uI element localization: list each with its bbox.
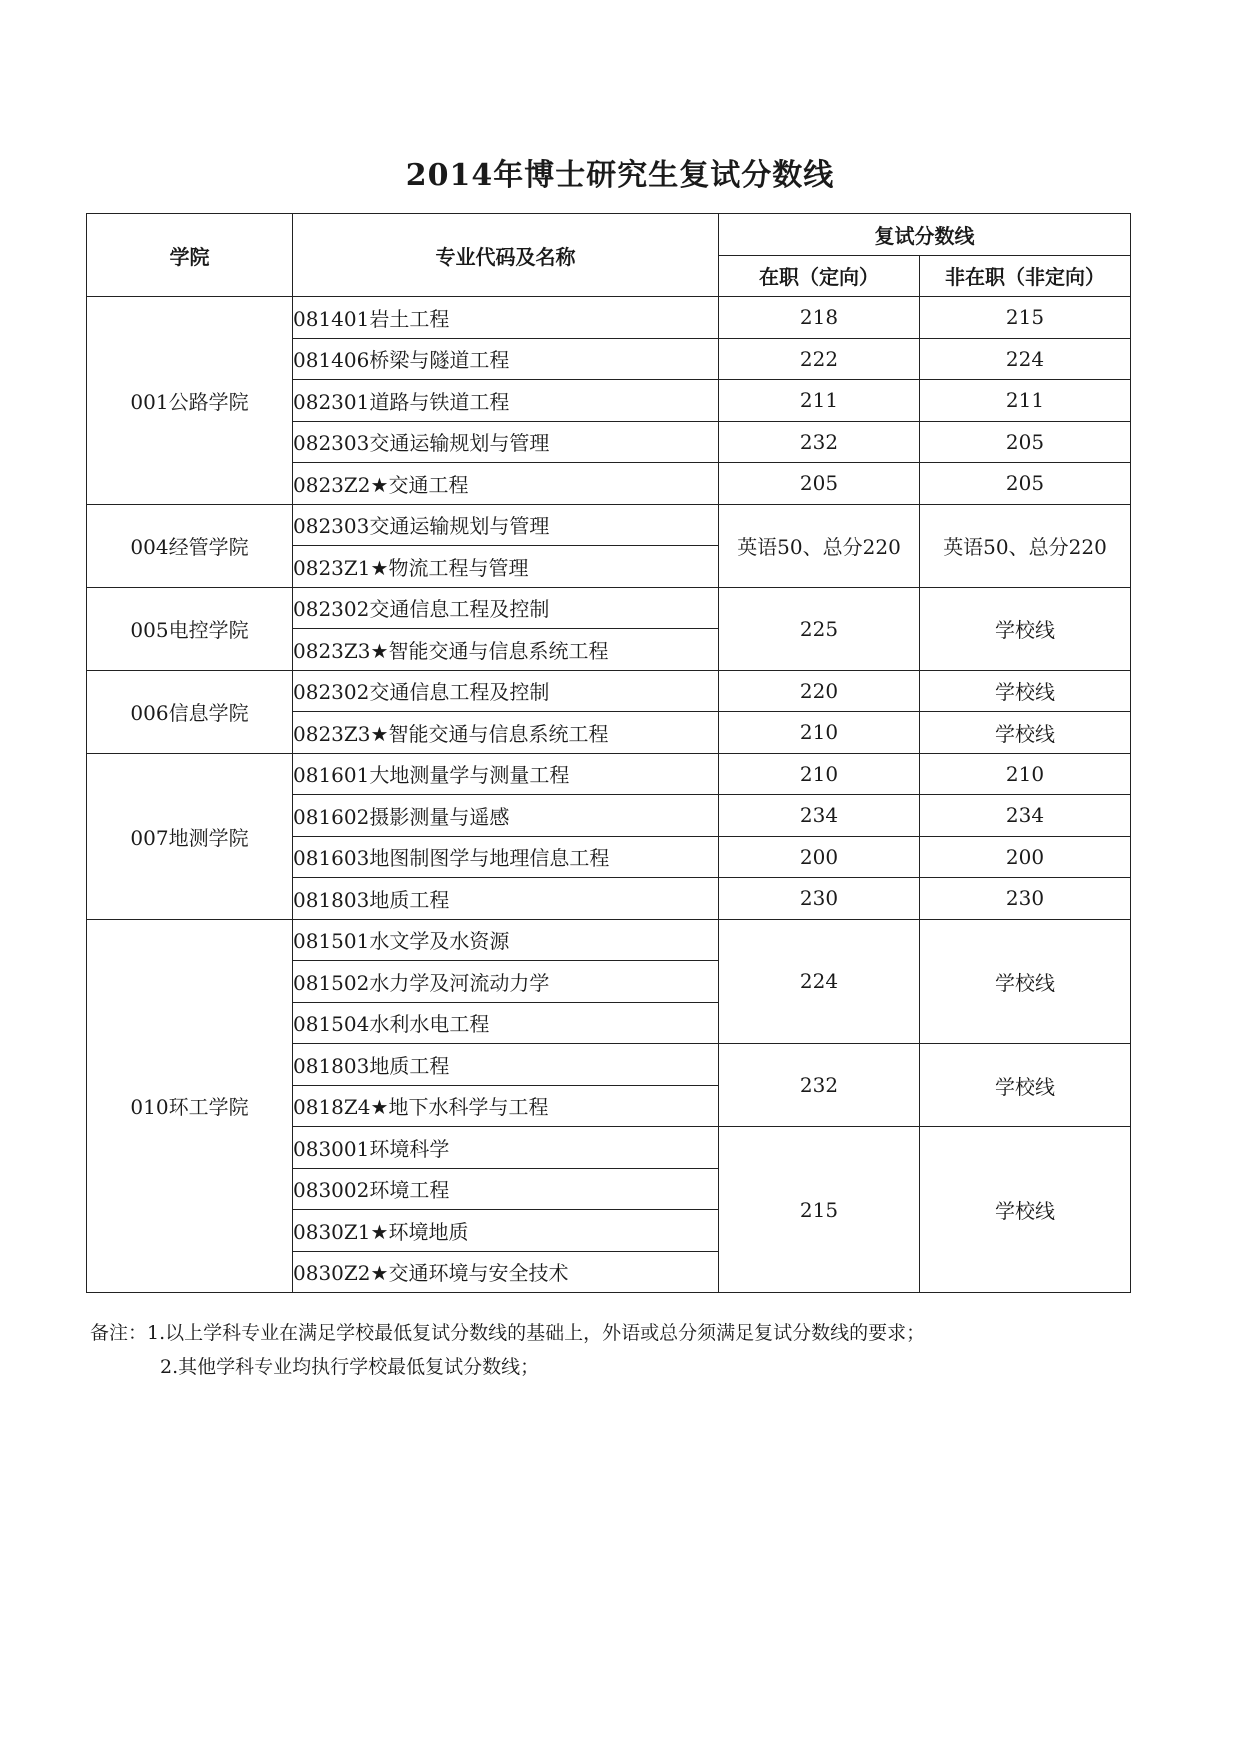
major-cell: 081406桥梁与隧道工程: [293, 338, 719, 380]
score-table: [86, 213, 1131, 1293]
header-college: 学院: [87, 214, 293, 297]
table-row: [87, 753, 1131, 795]
onjob-score: 210: [719, 753, 920, 795]
major-cell: 081601大地测量学与测量工程: [293, 753, 719, 795]
offjob-score: 学校线: [920, 587, 1131, 670]
offjob-score: 学校线: [920, 1044, 1131, 1127]
note-line-1: 备注：1.以上学科专业在满足学校最低复试分数线的基础上，外语或总分须满足复试分数线的要求；: [90, 1322, 926, 1344]
onjob-score: 224: [719, 919, 920, 1044]
table-row: [87, 504, 1131, 546]
college-cell: 010环工学院: [87, 919, 293, 1293]
major-cell: 081504水利水电工程: [293, 1002, 719, 1044]
onjob-score: 234: [719, 795, 920, 837]
offjob-score: 学校线: [920, 712, 1131, 754]
major-cell: 0823Z1★物流工程与管理: [293, 546, 719, 588]
offjob-score: 英语50、总分220: [920, 504, 1131, 587]
table-row: [87, 587, 1131, 629]
offjob-score: 224: [920, 338, 1131, 380]
header-major: 专业代码及名称: [293, 214, 719, 297]
onjob-score: 200: [719, 836, 920, 878]
major-cell: 081803地质工程: [293, 1044, 719, 1086]
college-cell: 007地测学院: [87, 753, 293, 919]
offjob-score: 205: [920, 421, 1131, 463]
note-line-2: 2.其他学科专业均执行学校最低复试分数线；: [160, 1356, 540, 1378]
header-onjob: 在职（定向）: [719, 255, 920, 297]
major-cell: 0830Z2★交通环境与安全技术: [293, 1251, 719, 1293]
onjob-score: 220: [719, 670, 920, 712]
onjob-score: 222: [719, 338, 920, 380]
major-cell: 081502水力学及河流动力学: [293, 961, 719, 1003]
page-title: 2014年博士研究生复试分数线: [405, 158, 835, 193]
major-cell: 081602摄影测量与遥感: [293, 795, 719, 837]
offjob-score: 234: [920, 795, 1131, 837]
major-cell: 0823Z2★交通工程: [293, 463, 719, 505]
offjob-score: 230: [920, 878, 1131, 920]
major-cell: 0823Z3★智能交通与信息系统工程: [293, 629, 719, 671]
onjob-score: 218: [719, 297, 920, 339]
notes: [90, 1316, 925, 1384]
major-cell: 082303交通运输规划与管理: [293, 504, 719, 546]
onjob-score: 215: [719, 1127, 920, 1293]
table-row: [87, 297, 1131, 339]
offjob-score: 200: [920, 836, 1131, 878]
offjob-score: 学校线: [920, 919, 1131, 1044]
header-offjob: 非在职（非定向）: [920, 255, 1131, 297]
major-cell: 082303交通运输规划与管理: [293, 421, 719, 463]
major-cell: 082302交通信息工程及控制: [293, 587, 719, 629]
college-cell: 006信息学院: [87, 670, 293, 753]
offjob-score: 211: [920, 380, 1131, 422]
offjob-score: 215: [920, 297, 1131, 339]
major-cell: 0823Z3★智能交通与信息系统工程: [293, 712, 719, 754]
major-cell: 083001环境科学: [293, 1127, 719, 1169]
major-cell: 081803地质工程: [293, 878, 719, 920]
table-row: [87, 919, 1131, 961]
onjob-score: 225: [719, 587, 920, 670]
major-cell: 081603地图制图学与地理信息工程: [293, 836, 719, 878]
major-cell: 082302交通信息工程及控制: [293, 670, 719, 712]
offjob-score: 210: [920, 753, 1131, 795]
major-cell: 083002环境工程: [293, 1168, 719, 1210]
major-cell: 081501水文学及水资源: [293, 919, 719, 961]
offjob-score: 学校线: [920, 670, 1131, 712]
table-row: [87, 670, 1131, 712]
offjob-score: 学校线: [920, 1127, 1131, 1293]
major-cell: 082301道路与铁道工程: [293, 380, 719, 422]
onjob-score: 210: [719, 712, 920, 754]
offjob-score: 205: [920, 463, 1131, 505]
onjob-score: 英语50、总分220: [719, 504, 920, 587]
onjob-score: 230: [719, 878, 920, 920]
onjob-score: 211: [719, 380, 920, 422]
college-cell: 004经管学院: [87, 504, 293, 587]
onjob-score: 232: [719, 1044, 920, 1127]
major-cell: 0818Z4★地下水科学与工程: [293, 1085, 719, 1127]
major-cell: 081401岩土工程: [293, 297, 719, 339]
onjob-score: 205: [719, 463, 920, 505]
college-cell: 005电控学院: [87, 587, 293, 670]
college-cell: 001公路学院: [87, 297, 293, 505]
onjob-score: 232: [719, 421, 920, 463]
major-cell: 0830Z1★环境地质: [293, 1210, 719, 1252]
header-score-group: 复试分数线: [719, 214, 1131, 256]
